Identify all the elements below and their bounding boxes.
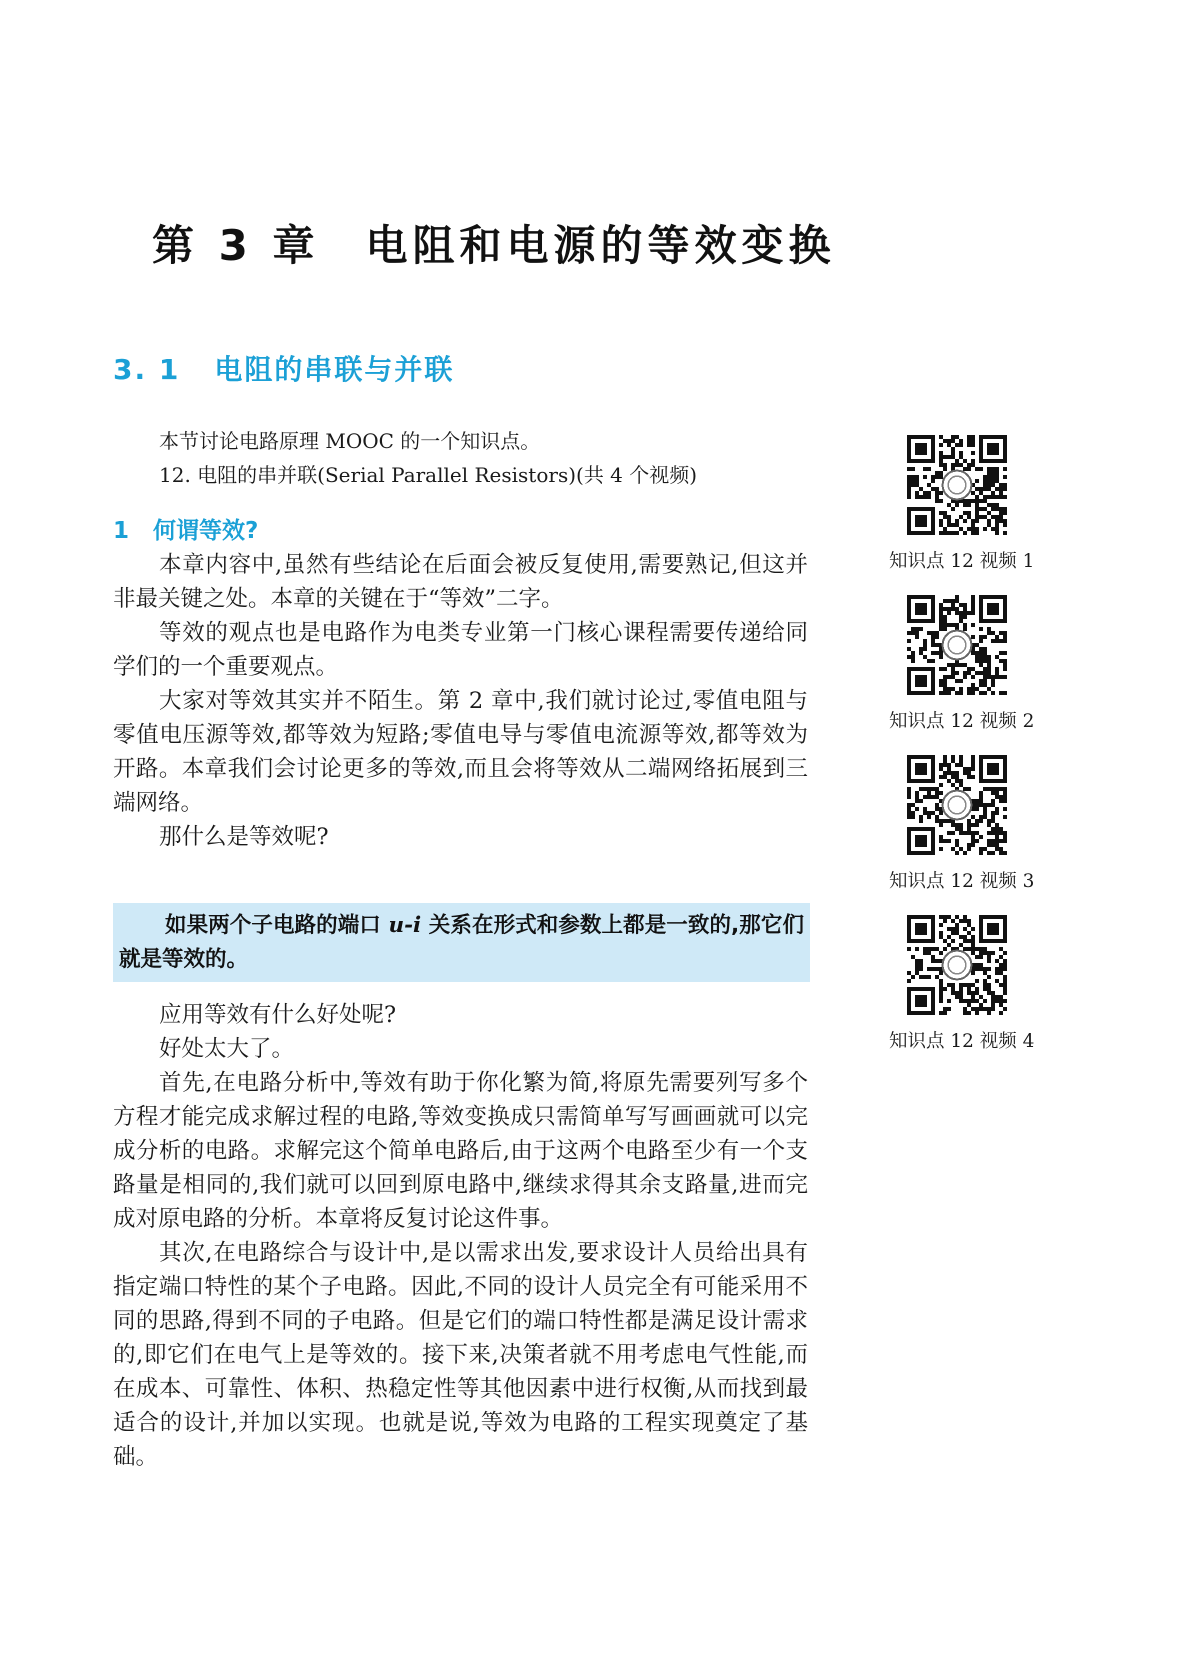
qr-code-video-4[interactable]: [907, 915, 1007, 1015]
callout-text-end: 关系在形式和参数上都是一致的,那它们就是等效的。: [119, 913, 804, 972]
qr-caption: 知识点 12 视频 2: [889, 711, 1035, 732]
qr-code-video-3[interactable]: [907, 755, 1007, 855]
paragraph: 应用等效有什么好处呢?: [159, 1002, 397, 1028]
section-name: 电阻的串联与并联: [214, 353, 455, 386]
callout-variable: u-i: [388, 913, 422, 938]
subsection-number: 1: [113, 518, 130, 544]
chapter-name: 电阻和电源的等效变换: [365, 221, 836, 270]
qr-code-video-2[interactable]: [907, 595, 1007, 695]
paragraph: 等效的观点也是电路作为电类专业第一门核心课程需要传递给同学们的一个重要观点。: [113, 620, 808, 680]
paragraph: 大家对等效其实并不陌生。第 2 章中,我们就讨论过,零值电阻与零值电压源等效,都等效为短路;零值电导与零值电流源等效,都等效为开路。本章我们会讨论更多的等效,而且会将等效从二端网络拓展到三端网络。: [113, 688, 808, 816]
paragraph: 好处太大了。: [159, 1036, 295, 1062]
intro-line-knowledge-point: 12. 电阻的串并联(Serial Parallel Resistors)(共 4 个视频): [159, 463, 698, 487]
chapter-title: [152, 213, 835, 273]
paragraph: 那什么是等效呢?: [159, 824, 329, 850]
intro-line-mooc: 本节讨论电路原理 MOOC 的一个知识点。: [159, 429, 541, 453]
qr-caption: 知识点 12 视频 1: [889, 551, 1035, 572]
chapter-number: 第 3 章: [152, 221, 320, 270]
subsection-heading: [113, 512, 258, 545]
paragraph: 首先,在电路分析中,等效有助于你化繁为简,将原先需要列写多个方程才能完成求解过程的电路,等效变换成只需简单写写画画就可以完成分析的电路。求解完这个简单电路后,由于这两个电路至少有一个支路量是相同的,我们就可以回到原电路中,继续求得其余支路量,进而完成对原电路的分析。本章将反复讨论这件事。: [113, 1070, 808, 1232]
paragraph: 本章内容中,虽然有些结论在后面会被反复使用,需要熟记,但这并非最关键之处。本章的关键在于“等效”二字。: [113, 552, 808, 612]
callout-text-start: 如果两个子电路的端口: [165, 913, 389, 938]
paragraph: 其次,在电路综合与设计中,是以需求出发,要求设计人员给出具有指定端口特性的某个子电路。因此,不同的设计人员完全有可能采用不同的思路,得到不同的子电路。但是它们的端口特性都是满足设计需求的,即它们在电气上是等效的。接下来,决策者就不用考虑电气性能,而在成本、可靠性、体积、热稳定性等其他因素中进行权衡,从而找到最适合的设计,并加以实现。也就是说,等效为电路的工程实现奠定了基础。: [113, 1240, 808, 1470]
section-heading: [113, 348, 454, 388]
qr-caption: 知识点 12 视频 3: [889, 871, 1035, 892]
definition-callout: [113, 903, 810, 982]
qr-caption: 知识点 12 视频 4: [889, 1031, 1035, 1052]
subsection-name: 何谓等效?: [153, 518, 259, 544]
qr-code-video-1[interactable]: [907, 435, 1007, 535]
section-number: 3. 1: [113, 353, 181, 386]
